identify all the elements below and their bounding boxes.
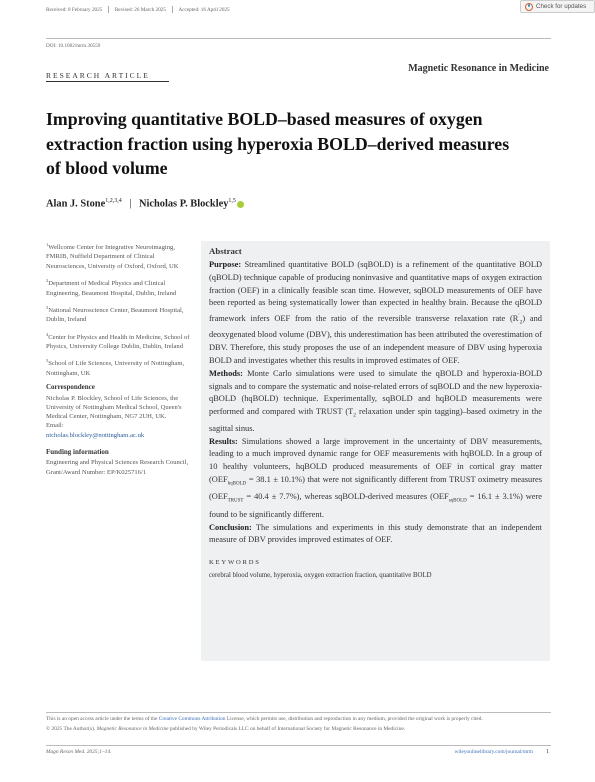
accepted-date: Accepted: 16 April 2025 <box>178 6 230 13</box>
check-for-updates-button[interactable] <box>520 0 595 13</box>
email-label: Email: <box>46 422 64 430</box>
doi[interactable]: DOI: 10.1002/mrm.30559 <box>46 43 101 49</box>
funding-text: Engineering and Physical Sciences Research Council, Grant/Award Number: EP/K025716/1 <box>46 459 189 476</box>
journal-name: Magnetic Resonance in Medicine <box>408 63 549 74</box>
affiliation-item: $^2$Department of Medical Physics and Clinical Engineering, Beaumont Hospital, Dublin, Ireland <box>46 278 177 297</box>
top-divider <box>46 38 551 39</box>
author-blockley[interactable]: Nicholas P. Blockley <box>139 198 229 210</box>
abstract-conclusion: Conclusion: The simulations and experiments in this study demonstrate that an independent measure of DBV provides improved estimates of OEF. <box>209 522 542 545</box>
check-updates-icon <box>525 3 533 11</box>
correspondence-heading: Correspondence <box>46 383 95 392</box>
footer-divider-bottom <box>46 745 551 746</box>
article-title: Improving quantitative BOLD–based measures of oxygen extraction fraction using hyperoxia BOLD–derived measures of blood volume <box>46 109 510 178</box>
page-number: 1 <box>546 749 549 755</box>
license-notice: This is an open access article under the terms of the Creative Commons Attribution License, which permits use, distribution and reproduction in any medium, provided the original work is properly cited. © 2025 The Author(s). Magnetic Resonance in Medicine published by Wiley Periodicals LLC on behalf of International Society for Magnetic Resonance in Medicine. <box>46 716 483 732</box>
author-separator: | <box>129 198 132 210</box>
revised-date: Revised: 26 March 2025 <box>114 6 166 13</box>
funding-heading: Funding information <box>46 447 109 456</box>
affiliation-item: $^1$Wellcome Center for Integrative Neuroimaging, FMRIB, Nuffield Department of Clinical Neurosciences, University of Oxford, Oxford, UK <box>46 242 179 270</box>
article-type-underline <box>46 81 169 82</box>
affiliations-column <box>46 240 192 482</box>
journal-url[interactable]: wileyonlinelibrary.com/journal/mrm <box>454 749 533 755</box>
keywords-heading: KEYWORDS <box>209 559 261 567</box>
correspondence-text: Nicholas P. Blockley, School of Life Sciences, the University of Nottingham Medical School, Queen's Medical Center, Nottingham, NG7 2UH, UK. <box>46 394 182 421</box>
footer-divider <box>46 712 551 713</box>
orcid-icon[interactable] <box>237 201 244 208</box>
abstract-results: Results: Simulations showed a large improvement in the uncertainty of DBV measurements, leading to a much improved dynamic range for OEF measurements with hqBOLD. In a group of 10 healthy volunteers, hqBOLD produced measurements of OEF in cortical gray matter $(OEF_{hqBOLD} = 38.1 \pm 10.1\%)$ that were not significantly different from TRUST oximetry measures $(OEF_{TRUST} = 40.4 \pm 7.7\%)$, whereas sqBOLD-derived measures $(OEF_{sqBOLD} = 16.1 \pm 3.1\%)$ were found to be significantly different. <box>209 436 542 519</box>
check-updates-label: Check for updates <box>536 3 587 10</box>
affiliation-item: $^4$Center for Physics and Health in Medicine, School of Physics, University College Dublin, Dublin, Ireland <box>46 331 190 351</box>
email-link[interactable]: nicholas.blockley@nottingham.ac.uk <box>46 431 145 439</box>
received-date: Received: 8 February 2025 <box>46 6 103 13</box>
affiliation-item: $^5$School of Life Sciences, University of Nottingham, Nottingham, UK <box>46 358 185 377</box>
author-stone-affil: 1,2,3,4 <box>105 198 122 204</box>
abstract-heading: Abstract <box>209 246 242 256</box>
citation: Magn Reson Med. 2025;1–14. <box>46 749 112 755</box>
author-blockley-affil: 1,5 <box>228 198 236 204</box>
article-dates <box>46 6 236 13</box>
abstract-purpose: Purpose: Streamlined quantitative BOLD (sqBOLD) is a refinement of the quantitative BOLD (qBOLD) technique capable of producing noninvasive and quantitative maps of oxygen extraction fraction (OEF) in a clinically feasible scan time. However, sqBOLD measurements of OEF have been reported as being systematically lower than expected in healthy brain. Because the qBOLD framework infers OEF from the ratio of the reversible transverse relaxation rate $(R'_2)$ and deoxygenated blood volume (DBV), this underestimation has been attributed the overestimation of DBV. Therefore, this study proposes the use of an independent measure of DBV using hyperoxia BOLD and investigates whether this results in improved estimates of OEF. <box>209 260 542 366</box>
affiliation-item: $^3$National Neuroscience Center, Beaumont Hospital, Dublin, Ireland <box>46 304 184 324</box>
author-stone[interactable]: Alan J. Stone <box>46 198 106 210</box>
abstract-box <box>201 241 550 661</box>
article-type: RESEARCH ARTICLE <box>46 71 150 80</box>
abstract-methods: Methods: Monte Carlo simulations were used to simulate the qBOLD and hyperoxia-BOLD signals and to compare the systematic and noise-related errors of sqBOLD and the new hyperoxia-qBOLD (hqBOLD) technique. Experimentally, sqBOLD and hqBOLD measurements were performed and compared with TRUST ($T_2$ relaxation under spin tagging)–based oximetry in the sagittal sinus. <box>209 368 542 433</box>
author-list <box>46 198 244 209</box>
license-link[interactable]: Creative Commons Attribution <box>158 716 226 722</box>
abstract-body <box>209 259 542 547</box>
keywords-list: cerebral blood volume, hyperoxia, oxygen extraction fraction, quantitative BOLD <box>209 572 432 580</box>
